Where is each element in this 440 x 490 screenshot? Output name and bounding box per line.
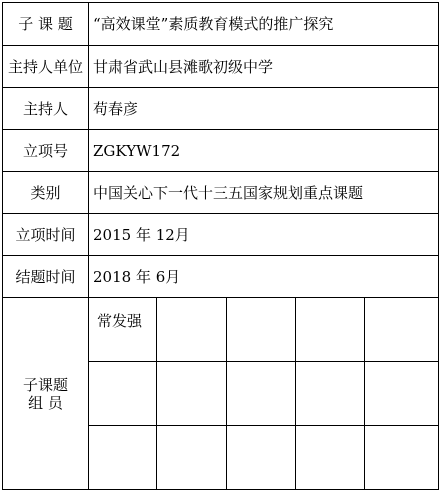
member-cell xyxy=(296,298,365,362)
member-row xyxy=(3,298,439,362)
host-unit-value: 甘肃省武山县滩歌初级中学 xyxy=(89,46,439,88)
host-value: 苟春彦 xyxy=(89,88,439,130)
project-number-value: ZGKYW172 xyxy=(89,130,439,172)
member-cell xyxy=(157,362,227,426)
table-row xyxy=(3,214,439,256)
members-label-line1: 子课题 xyxy=(22,375,68,394)
category-label: 类别 xyxy=(3,172,89,214)
host-label: 主持人 xyxy=(3,88,89,130)
completion-date-label: 结题时间 xyxy=(3,256,89,298)
member-cell xyxy=(296,426,365,490)
host-unit-label: 主持人单位 xyxy=(3,46,89,88)
table-row xyxy=(3,130,439,172)
table-row xyxy=(3,3,439,46)
member-cell xyxy=(89,362,157,426)
member-cell xyxy=(157,426,227,490)
member-cell xyxy=(365,426,439,490)
table-row xyxy=(3,172,439,214)
subtopic-value: “高效课堂”素质教育模式的推广探究 xyxy=(89,3,439,46)
members-label xyxy=(3,298,89,490)
project-number-label: 立项号 xyxy=(3,130,89,172)
member-cell xyxy=(227,362,296,426)
member-cell xyxy=(89,426,157,490)
completion-date-value: 2018 年 6月 xyxy=(89,256,439,298)
member-cell: 常发强 xyxy=(89,298,157,362)
member-cell xyxy=(296,362,365,426)
member-cell xyxy=(227,426,296,490)
member-cell xyxy=(227,298,296,362)
approval-date-value: 2015 年 12月 xyxy=(89,214,439,256)
member-cell xyxy=(365,362,439,426)
category-value: 中国关心下一代十三五国家规划重点课题 xyxy=(89,172,439,214)
table-row xyxy=(3,256,439,298)
subtopic-label: 子 课 题 xyxy=(3,3,89,46)
project-info-table xyxy=(2,2,439,490)
member-cell xyxy=(157,298,227,362)
table-row xyxy=(3,88,439,130)
members-label-line2: 组 员 xyxy=(28,393,63,412)
table-row xyxy=(3,46,439,88)
approval-date-label: 立项时间 xyxy=(3,214,89,256)
member-cell xyxy=(365,298,439,362)
